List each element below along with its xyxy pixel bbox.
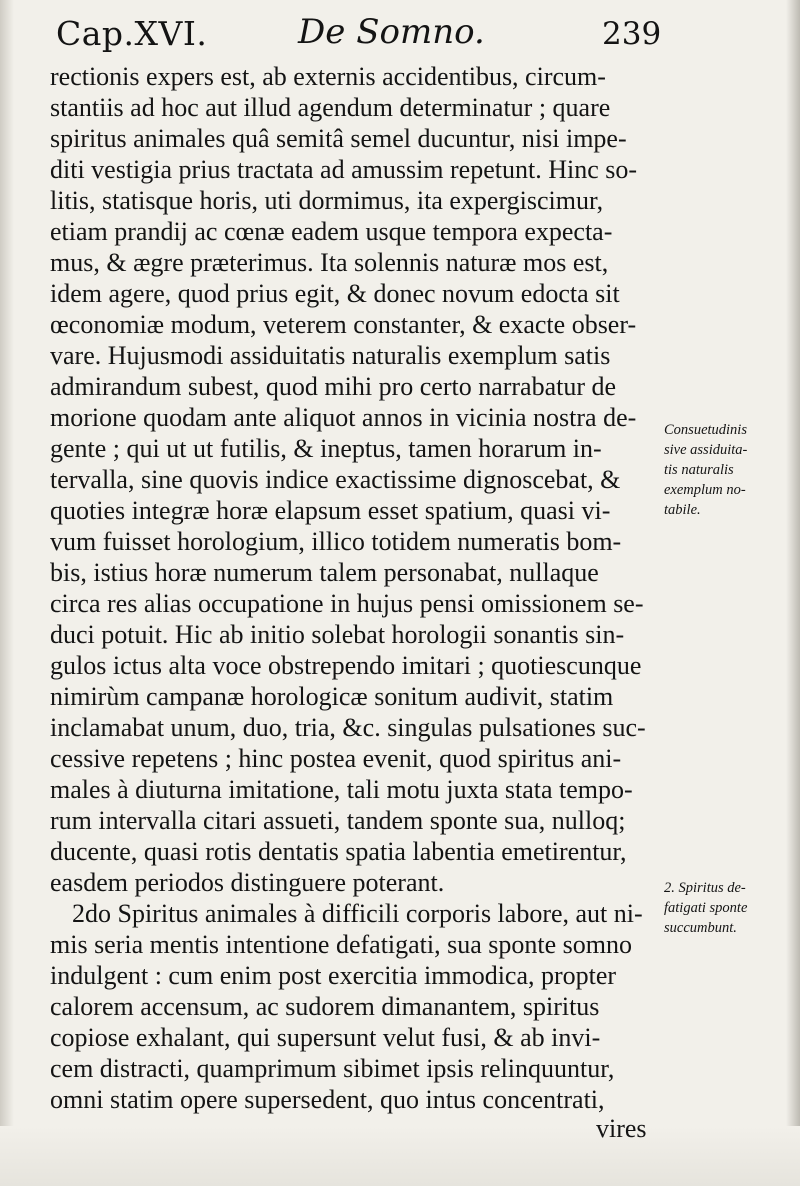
marginal-note-line: Consuetudinis — [664, 422, 747, 438]
text-line: calorem accensum, ac sudorem dimanantem, spiritus — [50, 992, 600, 1021]
marginal-note-line: 2. Spiritus de- — [664, 880, 746, 896]
text-line: inclamabat unum, duo, tria, &c. singulas pulsationes suc- — [50, 713, 646, 742]
marginal-note-spiritus — [664, 878, 747, 938]
text-line: nimirùm campanæ horologicæ sonitum audivit, statim — [50, 682, 614, 711]
text-line: vum fuisset horologium, illico totidem numeratis bom- — [50, 527, 622, 556]
text-line: 2do Spiritus animales à difficili corporis labore, aut ni- — [72, 899, 643, 928]
text-line: indulgent : cum enim post exercitia immodica, propter — [50, 961, 617, 990]
text-line: ducente, quasi rotis dentatis spatia labentia emetirentur, — [50, 837, 627, 866]
marginal-note-line: sive assiduita- — [664, 442, 748, 458]
text-line: easdem periodos distinguere poterant. — [50, 868, 445, 897]
text-line: males à diuturna imitatione, tali motu juxta stata tempo- — [50, 775, 633, 804]
text-line: vare. Hujusmodi assiduitatis naturalis exemplum satis — [50, 341, 611, 370]
page-bottom-shade — [0, 1126, 800, 1186]
text-line: admirandum subest, quod mihi pro certo narrabatur de — [50, 372, 617, 401]
text-line: circa res alias occupatione in hujus pensi omissionem se- — [50, 589, 644, 618]
text-line: gente ; qui ut ut futilis, & ineptus, tamen horarum in- — [50, 434, 602, 463]
text-line: idem agere, quod prius egit, & donec novum edocta sit — [50, 279, 620, 308]
text-line: mus, & ægre præterimus. Ita solennis naturæ mos est, — [50, 248, 609, 277]
marginal-note-line: exemplum no- — [664, 482, 746, 498]
text-line: mis seria mentis intentione defatigati, sua sponte somno — [50, 930, 633, 959]
text-line: gulos ictus alta voce obstrependo imitari ; quotiescunque — [50, 651, 642, 680]
text-line: spiritus animales quâ semitâ semel ducuntur, nisi impe- — [50, 124, 627, 153]
marginal-note-line: tis naturalis — [664, 462, 734, 478]
catchword: vires — [596, 1114, 647, 1143]
text-line: rum intervalla citari assueti, tandem sponte sua, nulloq; — [50, 806, 626, 835]
text-line: bis, istius horæ numerum talem personabat, nullaque — [50, 558, 599, 587]
page-number: 239 — [602, 16, 662, 52]
text-line: cem distracti, quamprimum sibimet ipsis relinquuntur, — [50, 1054, 615, 1083]
marginal-note-line: tabile. — [664, 502, 701, 518]
running-head-chapter: Cap.XVI. — [56, 14, 208, 53]
text-line: rectionis expers est, ab externis accidentibus, circum- — [50, 62, 606, 91]
text-line: etiam prandij ac cœnæ eadem usque tempora expecta- — [50, 217, 613, 246]
text-line: omni statim opere supersedent, quo intus concentrati, — [50, 1085, 605, 1114]
text-line: morione quodam ante aliquot annos in vicinia nostra de- — [50, 403, 637, 432]
text-line: tervalla, sine quovis indice exactissime dignoscebat, & — [50, 465, 621, 494]
marginal-note-consuetudinis — [664, 420, 747, 520]
text-line: diti vestigia prius tractata ad amussim repetunt. Hinc so- — [50, 155, 638, 184]
text-line: cessive repetens ; hinc postea evenit, quod spiritus ani- — [50, 744, 622, 773]
running-head-title: De Somno. — [298, 12, 485, 52]
text-line: quoties integræ horæ elapsum esset spatium, quasi vi- — [50, 496, 611, 525]
text-line: litis, statisque horis, uti dormimus, ita expergiscimur, — [50, 186, 604, 215]
text-line: duci potuit. Hic ab initio solebat horologii sonantis sin- — [50, 620, 625, 649]
text-line: œconomiæ modum, veterem constanter, & exacte obser- — [50, 310, 637, 339]
page-right-edge — [786, 0, 800, 1186]
text-line: stantiis ad hoc aut illud agendum determinatur ; quare — [50, 93, 611, 122]
marginal-note-line: fatigati sponte — [664, 900, 748, 916]
marginal-note-line: succumbunt. — [664, 920, 737, 936]
text-line: copiose exhalant, qui supersunt velut fusi, & ab invi- — [50, 1023, 601, 1052]
page-left-edge — [0, 0, 14, 1186]
